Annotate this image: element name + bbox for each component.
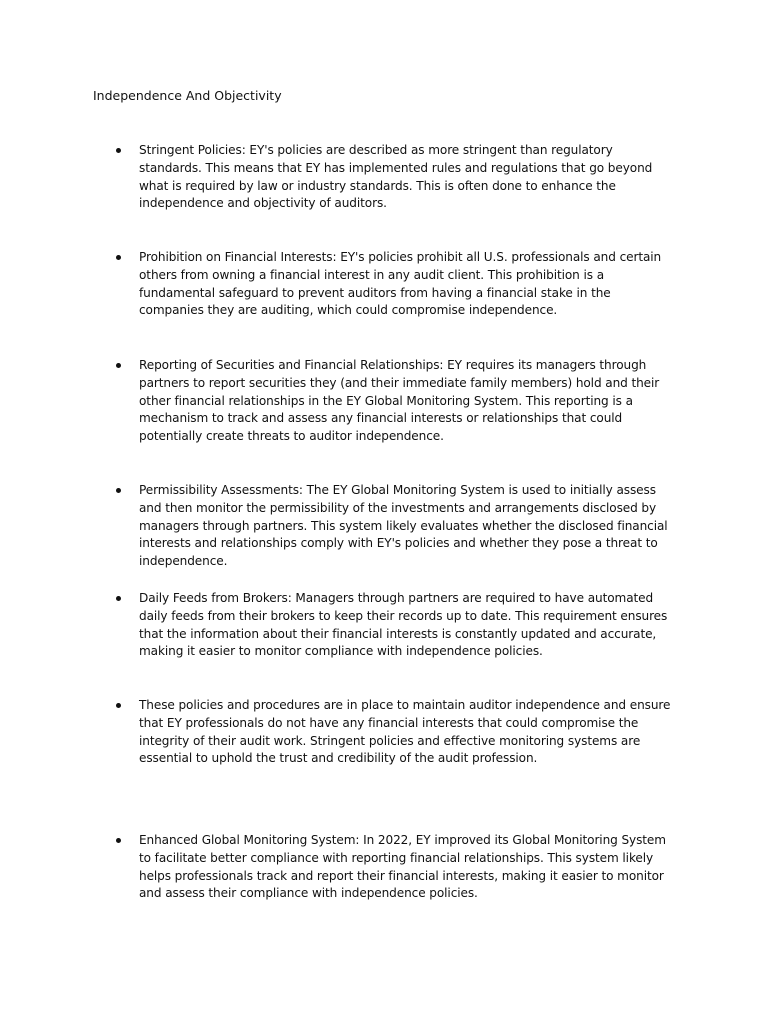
bullet-point-icon	[116, 838, 121, 843]
bullet-point-icon	[116, 255, 121, 260]
list-item-text: Stringent Policies: EY's policies are described as more stringent than regulatory standards. This means that EY has implemented rules and regulations that go beyond what is required by law or industry standards. This is often done to enhance the independence and objectivity of auditors.	[139, 143, 653, 211]
list-item-text: Prohibition on Financial Interests: EY's policies prohibit all U.S. professionals and certain others from owning a financial interest in any audit client. This prohibition is a fundamental safeguard to prevent auditors from having a financial stake in the companies they are auditing, which could compromise independence.	[139, 250, 662, 318]
list-item-text: Permissibility Assessments: The EY Global Monitoring System is used to initially assess and then monitor the permissibility of the investments and arrangements disclosed by managers through partners. This system likely evaluates whether the disclosed financial interests and relationships comply with EY's policies and whether they pose a threat to independence.	[139, 483, 668, 569]
bullet-point-icon	[116, 488, 121, 493]
bullet-point-icon	[116, 703, 121, 708]
bullet-point-icon	[116, 596, 121, 601]
list-item-text: These policies and procedures are in place to maintain auditor independence and ensure that EY professionals do not have any financial interests that could compromise the integrity of their audit work. Stringent policies and effective monitoring systems are essential to uphold the trust and credibility of the audit profession.	[139, 698, 671, 766]
bullet-point-icon	[116, 363, 121, 368]
bullet-point-icon	[116, 148, 121, 153]
document-title: Independence And Objectivity	[93, 88, 282, 103]
list-item-text: Reporting of Securities and Financial Relationships: EY requires its managers through partners to report securities they (and their immediate family members) hold and their other financial relationships in the EY Global Monitoring System. This reporting is a mechanism to track and assess any financial interests or relationships that could potentially create threats to auditor independence.	[139, 358, 660, 444]
list-item-text: Enhanced Global Monitoring System: In 2022, EY improved its Global Monitoring System to facilitate better compliance with reporting financial relationships. This system likely helps professionals track and report their financial interests, making it easier to monitor and assess their compliance with independence policies.	[139, 833, 666, 901]
list-item-text: Daily Feeds from Brokers: Managers through partners are required to have automated daily feeds from their brokers to keep their records up to date. This requirement ensures that the information about their financial interests is constantly updated and accurate, making it easier to monitor compliance with independence policies.	[139, 591, 668, 659]
